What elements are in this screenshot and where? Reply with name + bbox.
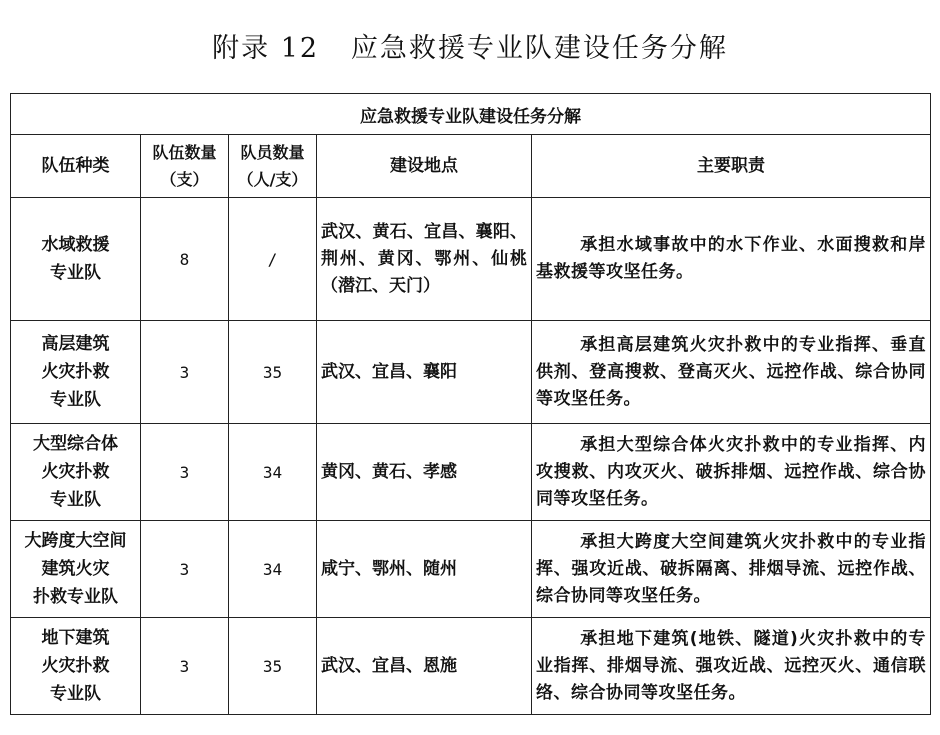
- team-count-cell: 3: [141, 321, 229, 424]
- team-type-line: 专业队: [50, 490, 101, 510]
- team-type-cell: [11, 198, 141, 321]
- member-count-cell: /: [229, 198, 317, 321]
- table-row: [11, 321, 931, 424]
- duty-cell: 承担大型综合体火灾扑救中的专业指挥、内攻搜救、内攻灭火、破拆排烟、远控作战、综合协同等攻坚任务。: [532, 424, 931, 521]
- header-team-count: [141, 135, 229, 198]
- location-cell: 武汉、宜昌、恩施: [317, 618, 532, 715]
- header-location: 建设地点: [317, 135, 532, 198]
- table-caption: 应急救援专业队建设任务分解: [11, 94, 931, 135]
- location-cell: 武汉、黄石、宜昌、襄阳、荆州、黄冈、鄂州、仙桃（潜江、天门）: [317, 198, 532, 321]
- team-type-line: 大型综合体: [33, 434, 118, 454]
- location-cell: 武汉、宜昌、襄阳: [317, 321, 532, 424]
- location-cell: 咸宁、鄂州、随州: [317, 521, 532, 618]
- table-row: [11, 521, 931, 618]
- team-type-line: 建筑火灾: [41, 559, 110, 579]
- team-type-line: 水域救援: [41, 235, 110, 255]
- team-count-cell: 3: [141, 521, 229, 618]
- team-count-cell: 3: [141, 424, 229, 521]
- table-caption-row: [11, 94, 931, 135]
- table-row: [11, 424, 931, 521]
- team-type-line: 大跨度大空间: [24, 531, 127, 551]
- member-count-cell: 34: [229, 521, 317, 618]
- header-team-count-unit: （支）: [160, 170, 209, 189]
- header-team-type: 队伍种类: [11, 135, 141, 198]
- team-type-line: 火灾扑救: [41, 362, 110, 382]
- header-member-count: [229, 135, 317, 198]
- duty-cell: 承担大跨度大空间建筑火灾扑救中的专业指挥、强攻近战、破拆隔离、排烟导流、远控作战、综合协同等攻坚任务。: [532, 521, 931, 618]
- duty-cell: 承担水域事故中的水下作业、水面搜救和岸基救援等攻坚任务。: [532, 198, 931, 321]
- task-breakdown-table: [10, 93, 931, 715]
- header-team-count-label: 队伍数量: [152, 143, 217, 162]
- header-member-count-unit: （人/支）: [237, 170, 308, 189]
- member-count-cell: 35: [229, 321, 317, 424]
- table-row: [11, 618, 931, 715]
- team-count-cell: 8: [141, 198, 229, 321]
- team-type-line: 专业队: [50, 263, 101, 283]
- header-member-count-label: 队员数量: [240, 143, 305, 162]
- member-count-cell: 34: [229, 424, 317, 521]
- team-type-cell: [11, 424, 141, 521]
- team-type-line: 火灾扑救: [41, 462, 110, 482]
- team-type-line: 地下建筑: [41, 628, 110, 648]
- table-header-row: [11, 135, 931, 198]
- table-row: [11, 198, 931, 321]
- duty-cell: 承担高层建筑火灾扑救中的专业指挥、垂直供剂、登高搜救、登高灭火、远控作战、综合协同等攻坚任务。: [532, 321, 931, 424]
- team-type-cell: [11, 521, 141, 618]
- team-type-line: 火灾扑救: [41, 656, 110, 676]
- location-cell: 黄冈、黄石、孝感: [317, 424, 532, 521]
- page-title: 附录 12 应急救援专业队建设任务分解: [212, 33, 728, 64]
- header-duty: 主要职责: [532, 135, 931, 198]
- team-type-line: 专业队: [50, 684, 101, 704]
- team-type-cell: [11, 321, 141, 424]
- team-type-line: 扑救专业队: [33, 587, 118, 607]
- duty-cell: 承担地下建筑(地铁、隧道)火灾扑救中的专业指挥、排烟导流、强攻近战、远控灭火、通信联络、综合协同等攻坚任务。: [532, 618, 931, 715]
- team-type-cell: [11, 618, 141, 715]
- member-count-cell: 35: [229, 618, 317, 715]
- team-type-line: 专业队: [50, 390, 101, 410]
- team-count-cell: 3: [141, 618, 229, 715]
- team-type-line: 高层建筑: [41, 334, 110, 354]
